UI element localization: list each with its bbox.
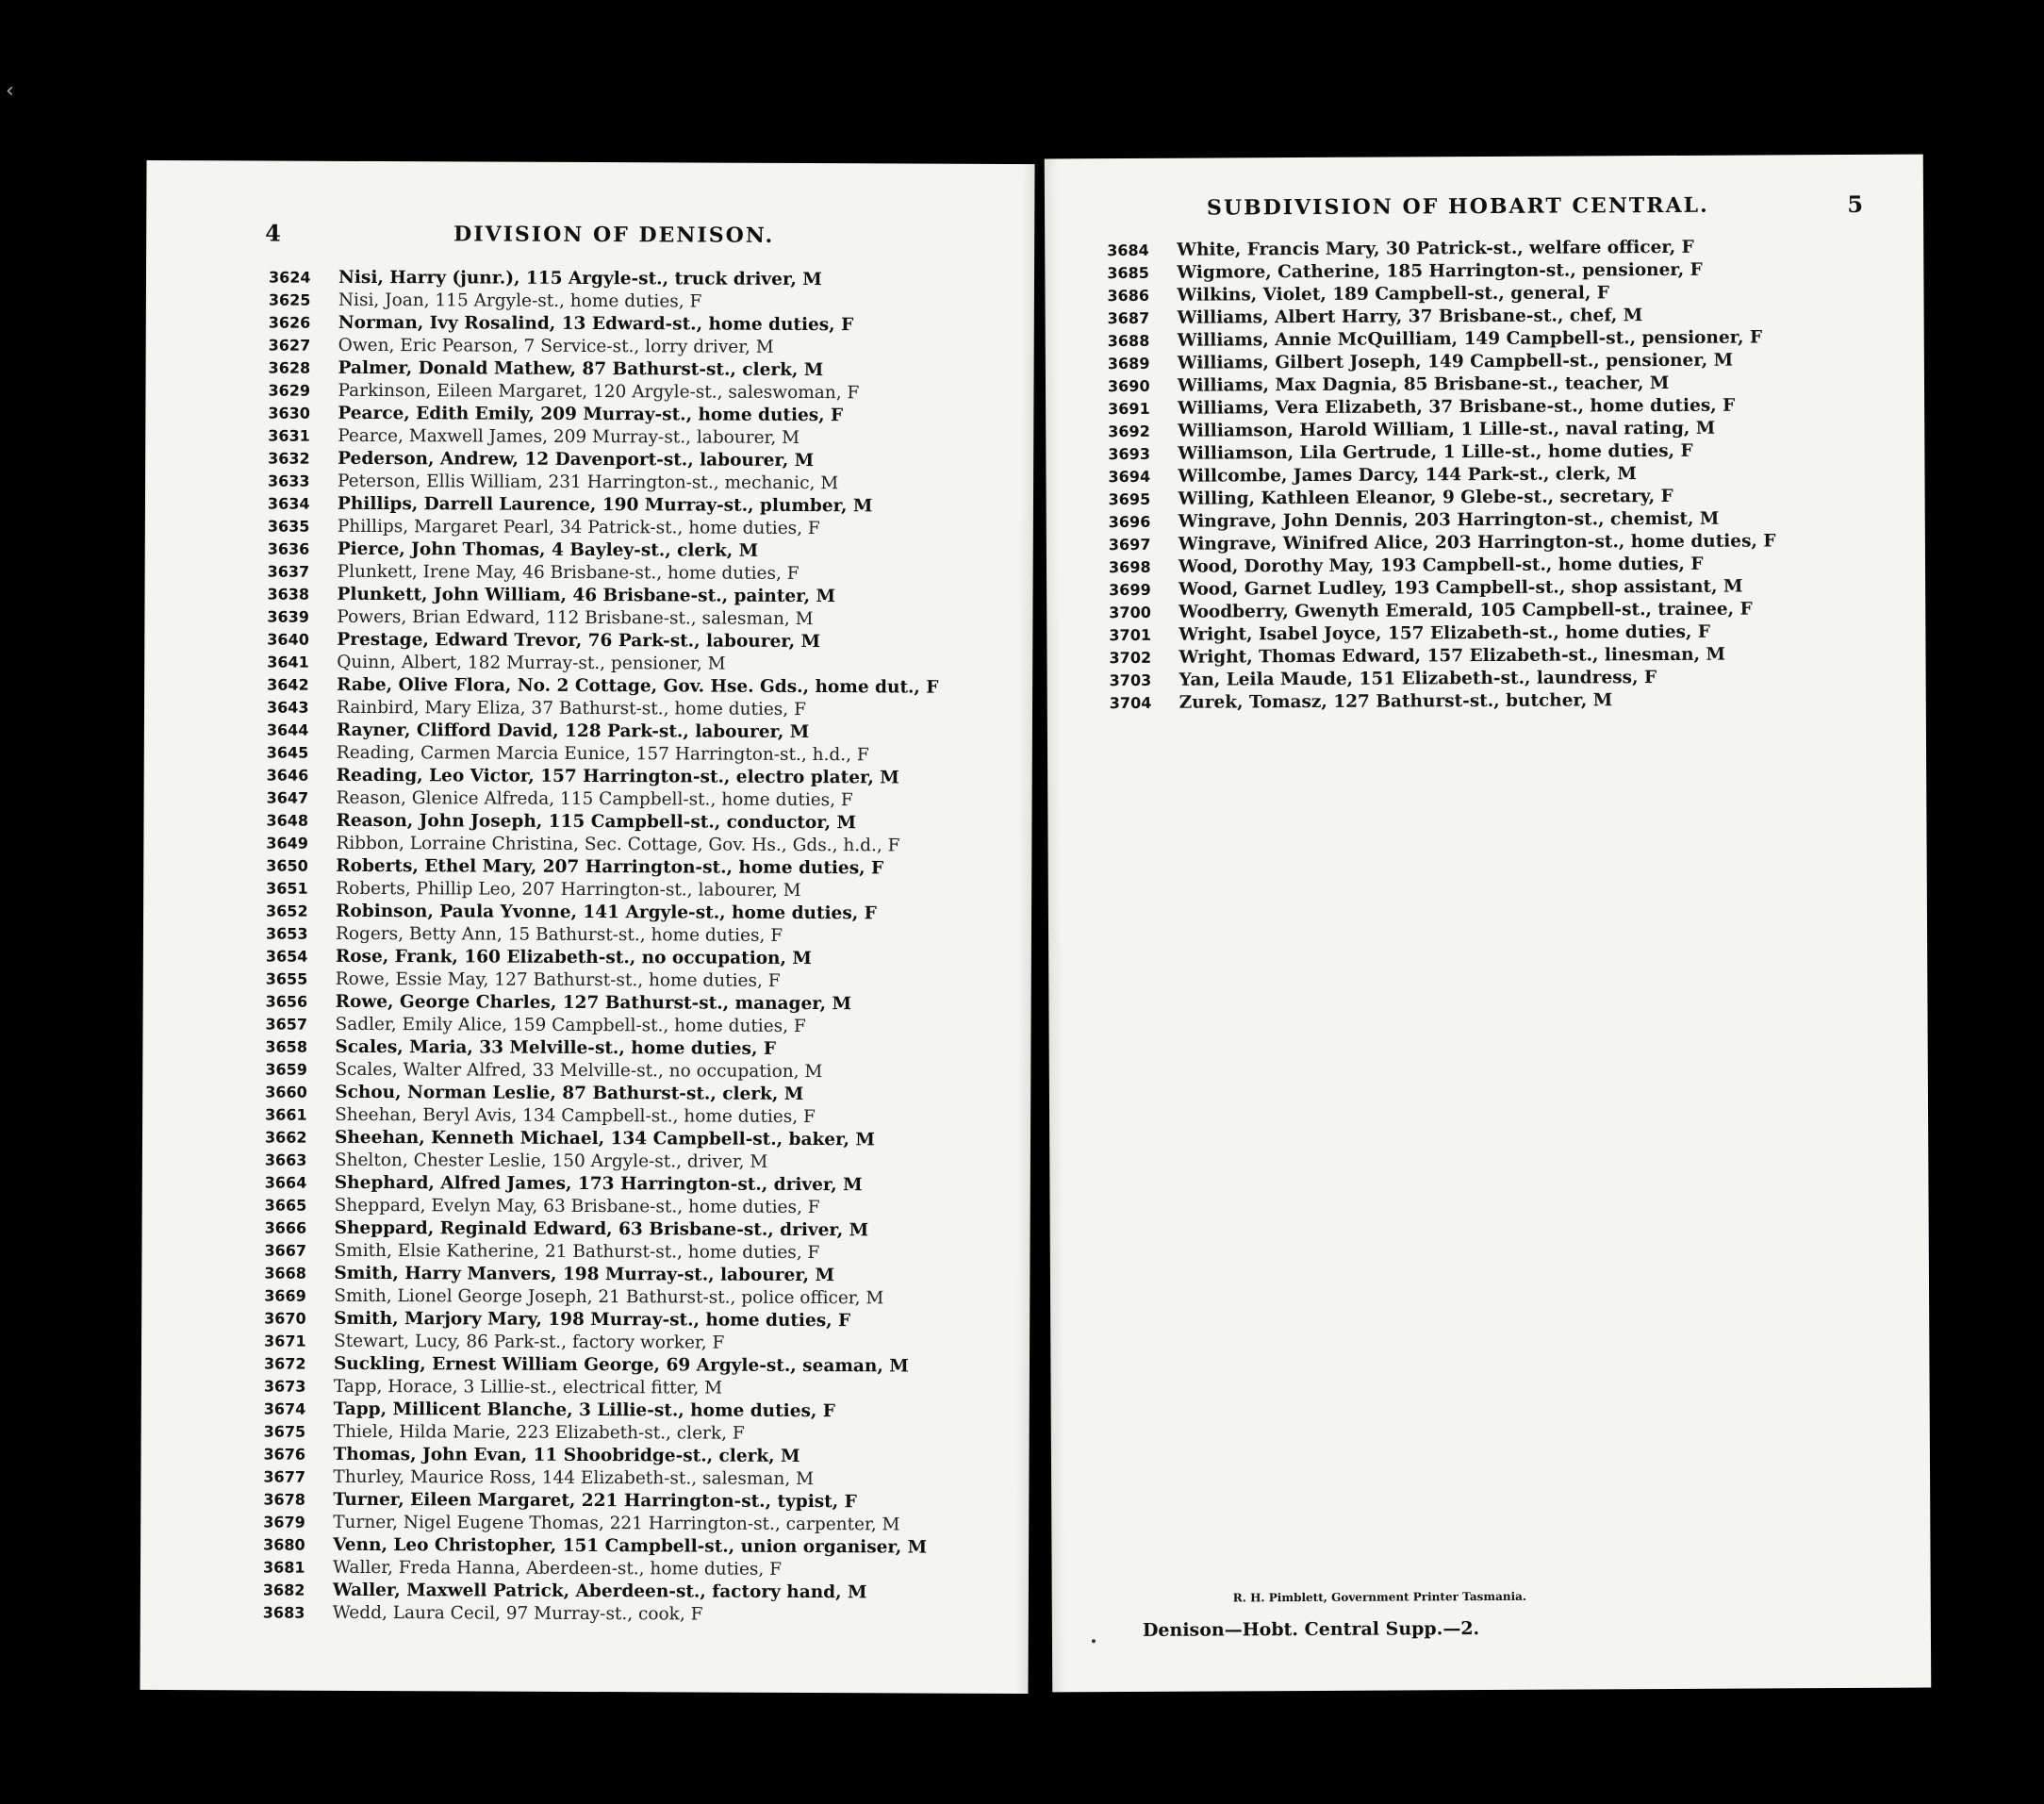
entry-number: 3669: [264, 1286, 306, 1305]
roll-entry: [268, 448, 939, 473]
entry-number: 3637: [267, 562, 310, 581]
roll-entry: [1109, 553, 1776, 579]
roll-entry: [267, 787, 938, 813]
entry-number: 3640: [267, 630, 309, 649]
entry-details: Ribbon, Lorraine Christina, Sec. Cottage, Gov. Hs., Gds., h.d., F: [336, 833, 900, 856]
entry-details: Palmer, Donald Mathew, 87 Bathurst-st., clerk, M: [338, 357, 824, 381]
roll-entry: [266, 855, 937, 881]
entry-number: 3631: [268, 426, 310, 445]
entry-number: 3666: [264, 1218, 307, 1237]
entry-number: 3629: [268, 381, 311, 400]
entry-details: Shephard, Alfred James, 173 Harrington-st., driver, M: [334, 1172, 863, 1196]
roll-entry: [264, 1421, 935, 1447]
entry-details: Williamson, Lila Gertrude, 1 Lille-st., home duties, F: [1178, 440, 1693, 464]
entry-details: Rayner, Clifford David, 128 Park-st., labourer, M: [336, 720, 810, 743]
entry-number: 3678: [263, 1490, 305, 1509]
entry-details: White, Francis Mary, 30 Patrick-st., welfare officer, F: [1177, 237, 1694, 260]
roll-entry: [266, 923, 937, 949]
entry-number: 3632: [268, 449, 310, 468]
roll-entry: [267, 606, 938, 632]
entry-details: Rogers, Betty Ann, 15 Bathurst-st., home duties, F: [335, 923, 783, 946]
roll-entry: [1107, 281, 1774, 307]
entry-details: Nisi, Harry (junr.), 115 Argyle-st., truck driver, M: [338, 267, 822, 290]
roll-entry: [264, 1353, 935, 1379]
entry-number: 3624: [268, 268, 311, 287]
roll-entry: [264, 1399, 935, 1424]
roll-entry: [266, 833, 937, 858]
entry-details: Tapp, Horace, 3 Lillie-st., electrical fitter, M: [333, 1376, 723, 1399]
roll-entry-list: [1107, 236, 1776, 715]
entry-number: 3699: [1109, 580, 1151, 600]
back-chevron-icon[interactable]: ‹: [6, 79, 14, 103]
roll-entry: [266, 946, 937, 971]
entry-details: Zurek, Tomasz, 127 Bathurst-st., butcher, M: [1179, 690, 1613, 713]
entry-details: Rose, Frank, 160 Elizabeth-st., no occupation, M: [335, 946, 812, 969]
roll-entry: [1107, 258, 1774, 285]
entry-number: 3628: [268, 358, 311, 377]
entry-number: 3660: [265, 1083, 307, 1101]
entry-details: Wigmore, Catherine, 185 Harrington-st., pensioner, F: [1177, 259, 1703, 283]
entry-details: Suckling, Ernest William George, 69 Argyle-st., seaman, M: [333, 1353, 909, 1377]
entry-number: 3636: [267, 539, 310, 558]
entry-details: Sadler, Emily Alice, 159 Campbell-st., home duties, F: [335, 1014, 806, 1037]
roll-entry: [264, 1376, 935, 1401]
entry-details: Smith, Lionel George Joseph, 21 Bathurst-st., police officer, M: [334, 1285, 884, 1309]
entry-details: Pederson, Andrew, 12 Davenport-st., labourer, M: [338, 448, 815, 472]
roll-entry: [264, 1263, 935, 1288]
roll-entry: [263, 1512, 934, 1537]
roll-entry: [265, 1082, 936, 1107]
entry-number: 3670: [264, 1309, 306, 1328]
entry-details: Plunkett, Irene May, 46 Brisbane-st., home duties, F: [337, 561, 799, 584]
roll-entry: [266, 901, 937, 926]
entry-number: 3684: [1107, 240, 1149, 260]
roll-entry: [268, 403, 939, 428]
entry-details: Reading, Leo Victor, 157 Harrington-st., electro plater, M: [336, 765, 899, 788]
entry-details: Parkinson, Eileen Margaret, 120 Argyle-st., saleswoman, F: [338, 380, 860, 404]
entry-details: Pearce, Edith Emily, 209 Murray-st., home duties, F: [338, 403, 844, 426]
entry-number: 3635: [267, 517, 310, 536]
roll-entry: [264, 1308, 935, 1333]
fold-shadow: [1045, 158, 1066, 1692]
entry-details: Wilkins, Violet, 189 Campbell-st., general, F: [1177, 283, 1609, 306]
roll-entry: [267, 765, 938, 790]
roll-entry: [268, 380, 939, 405]
roll-entry: [268, 493, 939, 519]
entry-number: 3682: [262, 1581, 305, 1599]
entry-details: Woodberry, Gwenyth Emerald, 105 Campbell-st., trainee, F: [1179, 599, 1753, 622]
entry-number: 3663: [264, 1150, 307, 1169]
roll-entry: [263, 1602, 934, 1628]
entry-number: 3638: [267, 585, 310, 604]
roll-entry: [267, 629, 938, 654]
entry-number: 3662: [264, 1128, 307, 1147]
printer-imprint: R. H. Pimblett, Government Printer Tasmania.: [1232, 1589, 1527, 1605]
entry-details: Willcombe, James Darcy, 144 Park-st., clerk, M: [1178, 464, 1637, 487]
entry-details: Roberts, Phillip Leo, 207 Harrington-st., labourer, M: [336, 878, 801, 901]
entry-number: 3627: [268, 336, 311, 355]
roll-entry: [265, 1127, 936, 1152]
roll-entry: [268, 538, 939, 564]
roll-entry: [264, 1285, 935, 1311]
entry-details: Williams, Annie McQuilliam, 149 Campbell-st., pensioner, F: [1177, 327, 1763, 351]
roll-entry: [1108, 417, 1775, 443]
roll-entry: [268, 471, 939, 496]
entry-number: 3672: [263, 1354, 306, 1373]
entry-details: Waller, Maxwell Patrick, Aberdeen-st., factory hand, M: [332, 1580, 867, 1603]
entry-details: Rowe, Essie May, 127 Bathurst-st., home duties, F: [335, 968, 781, 991]
entry-number: 3650: [266, 856, 308, 875]
entry-number: 3671: [264, 1332, 306, 1350]
roll-entry: [1108, 326, 1775, 353]
page-number: 5: [1847, 190, 1864, 218]
roll-entry: [269, 267, 940, 292]
entry-number: 3692: [1108, 422, 1150, 441]
entry-number: 3665: [264, 1196, 307, 1215]
entry-details: Stewart, Lucy, 86 Park-st., factory worker, F: [334, 1331, 725, 1353]
roll-entry: [265, 1150, 936, 1175]
roll-entry: [264, 1331, 935, 1356]
roll-entry: [1108, 304, 1775, 330]
entry-details: Wingrave, Winifred Alice, 203 Harrington-st., home duties, F: [1178, 531, 1776, 554]
entry-number: 3704: [1109, 693, 1152, 713]
entry-details: Plunkett, John William, 46 Brisbane-st., painter, M: [337, 584, 836, 607]
entry-number: 3634: [267, 494, 310, 513]
entry-number: 3675: [263, 1422, 306, 1441]
page-title: SUBDIVISION OF HOBART CENTRAL.: [1206, 192, 1709, 221]
entry-details: Pearce, Maxwell James, 209 Murray-st., labourer, M: [338, 425, 800, 448]
entry-number: 3646: [266, 766, 309, 785]
entry-number: 3689: [1107, 354, 1150, 373]
entry-details: Roberts, Ethel Mary, 207 Harrington-st., home duties, F: [336, 855, 884, 879]
entry-number: 3639: [267, 607, 310, 626]
roll-entry: [268, 561, 939, 587]
entry-number: 3654: [265, 947, 308, 966]
entry-number: 3648: [266, 811, 309, 830]
entry-number: 3697: [1108, 535, 1151, 554]
entry-number: 3687: [1107, 308, 1150, 328]
right-page: [1045, 155, 1932, 1693]
entry-number: 3680: [263, 1535, 305, 1554]
entry-number: 3641: [267, 653, 309, 671]
roll-entry-list: [263, 267, 941, 1628]
page-title: DIVISION OF DENISON.: [453, 222, 775, 248]
roll-entry: [264, 1444, 935, 1469]
entry-details: Thiele, Hilda Marie, 223 Elizabeth-st., clerk, F: [333, 1421, 745, 1444]
roll-entry: [263, 1466, 934, 1492]
entry-details: Tapp, Millicent Blanche, 3 Lillie-st., home duties, F: [333, 1399, 835, 1422]
entry-number: 3625: [268, 290, 311, 309]
entry-details: Wright, Isabel Joyce, 157 Elizabeth-st., home duties, F: [1179, 621, 1711, 645]
roll-entry: [265, 1104, 936, 1130]
entry-number: 3685: [1107, 263, 1149, 283]
page-number: 4: [265, 219, 281, 247]
entry-details: Smith, Harry Manvers, 198 Murray-st., labourer, M: [334, 1263, 835, 1286]
roll-entry: [1109, 485, 1776, 511]
entry-details: Reason, Glenice Alfreda, 115 Campbell-st., home duties, F: [336, 787, 853, 811]
entry-details: Turner, Nigel Eugene Thomas, 221 Harrington-st., carpenter, M: [333, 1512, 900, 1535]
roll-entry: [267, 697, 938, 722]
entry-number: 3656: [265, 992, 308, 1011]
entry-number: 3698: [1108, 557, 1151, 577]
entry-details: Wingrave, John Dennis, 203 Harrington-st., chemist, M: [1178, 508, 1720, 532]
entry-details: Rowe, George Charles, 127 Bathurst-st., manager, M: [335, 991, 852, 1015]
entry-details: Peterson, Ellis William, 231 Harrington-st., mechanic, M: [338, 471, 839, 494]
entry-number: 3661: [265, 1105, 307, 1124]
entry-details: Prestage, Edward Trevor, 76 Park-st., labourer, M: [337, 629, 821, 653]
entry-number: 3668: [264, 1264, 306, 1283]
entry-details: Williams, Albert Harry, 37 Brisbane-st., chef, M: [1177, 306, 1643, 328]
entry-details: Powers, Brian Edward, 112 Brisbane-st., salesman, M: [337, 606, 814, 630]
entry-details: Shelton, Chester Leslie, 150 Argyle-st., driver, M: [334, 1150, 768, 1172]
entry-details: Willing, Kathleen Eleanor, 9 Glebe-st., secretary, F: [1178, 486, 1673, 509]
entry-details: Reading, Carmen Marcia Eunice, 157 Harrington-st., h.d., F: [336, 742, 869, 766]
entry-number: 3643: [266, 698, 309, 717]
entry-details: Wedd, Laura Cecil, 97 Murray-st., cook, F: [332, 1602, 703, 1625]
entry-number: 3667: [264, 1241, 307, 1260]
entry-details: Yan, Leila Maude, 151 Elizabeth-st., laundress, F: [1179, 668, 1657, 690]
entry-number: 3674: [263, 1399, 306, 1418]
roll-entry: [265, 1014, 936, 1039]
entry-number: 3686: [1107, 286, 1150, 306]
roll-entry: [263, 1534, 934, 1560]
entry-details: Thurley, Maurice Ross, 144 Elizabeth-st., salesman, M: [333, 1466, 815, 1490]
entry-details: Turner, Eileen Margaret, 221 Harrington-st., typist, F: [333, 1489, 857, 1513]
roll-entry: [1108, 394, 1775, 421]
entry-details: Williams, Vera Elizabeth, 37 Brisbane-st., home duties, F: [1178, 395, 1736, 419]
entry-details: Owen, Eric Pearson, 7 Service-st., lorry driver, M: [338, 335, 774, 357]
entry-details: Sheppard, Evelyn May, 63 Brisbane-st., home duties, F: [334, 1195, 820, 1218]
entry-number: 3630: [268, 404, 310, 422]
entry-details: Quinn, Albert, 182 Murray-st., pensioner, M: [337, 652, 726, 674]
entry-number: 3655: [265, 969, 308, 988]
ink-dot: [1092, 1639, 1096, 1643]
roll-entry: [1108, 462, 1775, 488]
roll-entry: [263, 1557, 934, 1582]
entry-details: Thomas, John Evan, 11 Shoobridge-st., clerk, M: [333, 1444, 800, 1466]
roll-entry: [266, 810, 937, 836]
entry-details: Williams, Gilbert Joseph, 149 Campbell-st., pensioner, M: [1177, 350, 1734, 373]
entry-number: 3664: [264, 1173, 307, 1192]
entry-number: 3652: [266, 902, 308, 920]
entry-number: 3644: [266, 720, 309, 739]
roll-entry: [263, 1489, 934, 1514]
roll-entry: [265, 1195, 936, 1220]
entry-number: 3691: [1108, 399, 1150, 419]
entry-number: 3676: [263, 1445, 306, 1464]
entry-details: Wood, Garnet Ludley, 193 Campbell-st., shop assistant, M: [1179, 576, 1743, 600]
entry-number: 3633: [268, 472, 310, 490]
roll-entry: [1110, 688, 1777, 715]
roll-entry: [1108, 372, 1775, 398]
entry-details: Norman, Ivy Rosalind, 13 Edward-st., home duties, F: [338, 312, 854, 336]
page-header: [1045, 190, 1923, 229]
entry-number: 3695: [1108, 489, 1151, 509]
entry-number: 3657: [265, 1015, 308, 1034]
roll-entry: [265, 1172, 936, 1198]
entry-details: Waller, Freda Hanna, Aberdeen-st., home duties, F: [332, 1557, 783, 1580]
roll-entry: [1110, 666, 1777, 692]
entry-number: 3651: [266, 879, 308, 898]
entry-details: Scales, Walter Alfred, 33 Melville-st., no occupation, M: [335, 1059, 823, 1083]
entry-number: 3647: [266, 788, 309, 807]
roll-entry: [265, 1036, 936, 1062]
entry-number: 3642: [267, 675, 309, 694]
roll-entry: [263, 1580, 934, 1605]
roll-entry: [269, 357, 940, 383]
entry-number: 3690: [1107, 376, 1150, 396]
entry-details: Rabe, Olive Flora, No. 2 Cottage, Gov. Hse. Gds., home dut., F: [337, 674, 939, 698]
entry-details: Scales, Maria, 33 Melville-st., home duties, F: [335, 1036, 777, 1059]
page-header: [146, 219, 1034, 257]
roll-entry: [265, 1059, 936, 1084]
entry-details: Sheehan, Beryl Avis, 134 Campbell-st., home duties, F: [335, 1104, 816, 1128]
roll-entry: [1109, 621, 1776, 647]
roll-entry: [1108, 349, 1775, 375]
entry-details: Phillips, Margaret Pearl, 34 Patrick-st., home duties, F: [337, 516, 820, 539]
entry-number: 3659: [265, 1060, 307, 1079]
roll-entry: [268, 425, 939, 451]
entry-details: Smith, Marjory Mary, 198 Murray-st., home duties, F: [334, 1308, 851, 1332]
entry-number: 3681: [262, 1558, 305, 1577]
entry-details: Reason, John Joseph, 115 Campbell-st., conductor, M: [336, 810, 857, 834]
entry-number: 3673: [263, 1377, 306, 1396]
entry-details: Robinson, Paula Yvonne, 141 Argyle-st., home duties, F: [336, 901, 877, 924]
entry-details: Schou, Norman Leslie, 87 Bathurst-st., clerk, M: [335, 1082, 804, 1105]
roll-entry: [269, 335, 940, 360]
entry-number: 3677: [263, 1467, 306, 1486]
roll-entry: [267, 720, 938, 745]
entry-details: Nisi, Joan, 115 Argyle-st., home duties, F: [338, 290, 702, 312]
entry-number: 3658: [265, 1037, 308, 1056]
entry-number: 3679: [263, 1513, 305, 1531]
entry-details: Venn, Leo Christopher, 151 Campbell-st., union organiser, M: [333, 1534, 928, 1558]
roll-entry: [264, 1240, 935, 1266]
entry-number: 3696: [1108, 512, 1151, 532]
entry-number: 3702: [1109, 648, 1152, 668]
roll-entry: [1107, 236, 1774, 262]
entry-number: 3694: [1108, 467, 1151, 487]
entry-details: Smith, Elsie Katherine, 21 Bathurst-st., home duties, F: [334, 1240, 820, 1264]
entry-details: Sheehan, Kenneth Michael, 134 Campbell-st., baker, M: [334, 1127, 875, 1150]
entry-number: 3683: [262, 1603, 305, 1622]
roll-entry: [1108, 439, 1775, 466]
entry-details: Williamson, Harold William, 1 Lille-st., naval rating, M: [1178, 418, 1716, 441]
entry-details: Sheppard, Reginald Edward, 63 Brisbane-st., driver, M: [334, 1217, 869, 1241]
roll-entry: [266, 878, 937, 903]
entry-details: Rainbird, Mary Eliza, 37 Bathurst-st., home duties, F: [336, 697, 806, 720]
entry-details: Pierce, John Thomas, 4 Bayley-st., clerk, M: [337, 538, 759, 561]
fold-shadow: [1014, 164, 1034, 1694]
entry-details: Phillips, Darrell Laurence, 190 Murray-st., plumber, M: [337, 493, 873, 517]
entry-number: 3649: [266, 834, 308, 852]
entry-details: Williams, Max Dagnia, 85 Brisbane-st., teacher, M: [1177, 372, 1670, 396]
roll-entry: [1109, 598, 1776, 624]
supplement-reference: Denison—Hobt. Central Supp.—2.: [1142, 1618, 1480, 1641]
roll-entry: [267, 742, 938, 768]
entry-details: Wright, Thomas Edward, 157 Elizabeth-st., linesman, M: [1179, 644, 1726, 668]
roll-entry: [266, 968, 937, 994]
entry-number: 3700: [1109, 603, 1151, 622]
roll-entry: [269, 312, 940, 338]
roll-entry: [268, 516, 939, 541]
roll-entry: [1109, 575, 1776, 602]
entry-number: 3645: [266, 743, 309, 762]
roll-entry: [267, 652, 938, 677]
roll-entry: [265, 1217, 936, 1243]
roll-entry: [267, 674, 938, 700]
entry-details: Wood, Dorothy May, 193 Campbell-st., home duties, F: [1178, 554, 1704, 577]
entry-number: 3626: [268, 313, 311, 332]
roll-entry: [1109, 530, 1776, 556]
entry-number: 3693: [1108, 444, 1150, 464]
entry-number: 3703: [1109, 670, 1152, 690]
roll-entry: [269, 290, 940, 315]
entry-number: 3688: [1107, 331, 1150, 351]
entry-number: 3701: [1109, 625, 1151, 645]
roll-entry: [1109, 507, 1776, 534]
left-page: [140, 160, 1034, 1694]
roll-entry: [1109, 643, 1776, 670]
roll-entry: [267, 584, 938, 609]
entry-number: 3653: [265, 924, 308, 943]
roll-entry: [266, 991, 937, 1017]
